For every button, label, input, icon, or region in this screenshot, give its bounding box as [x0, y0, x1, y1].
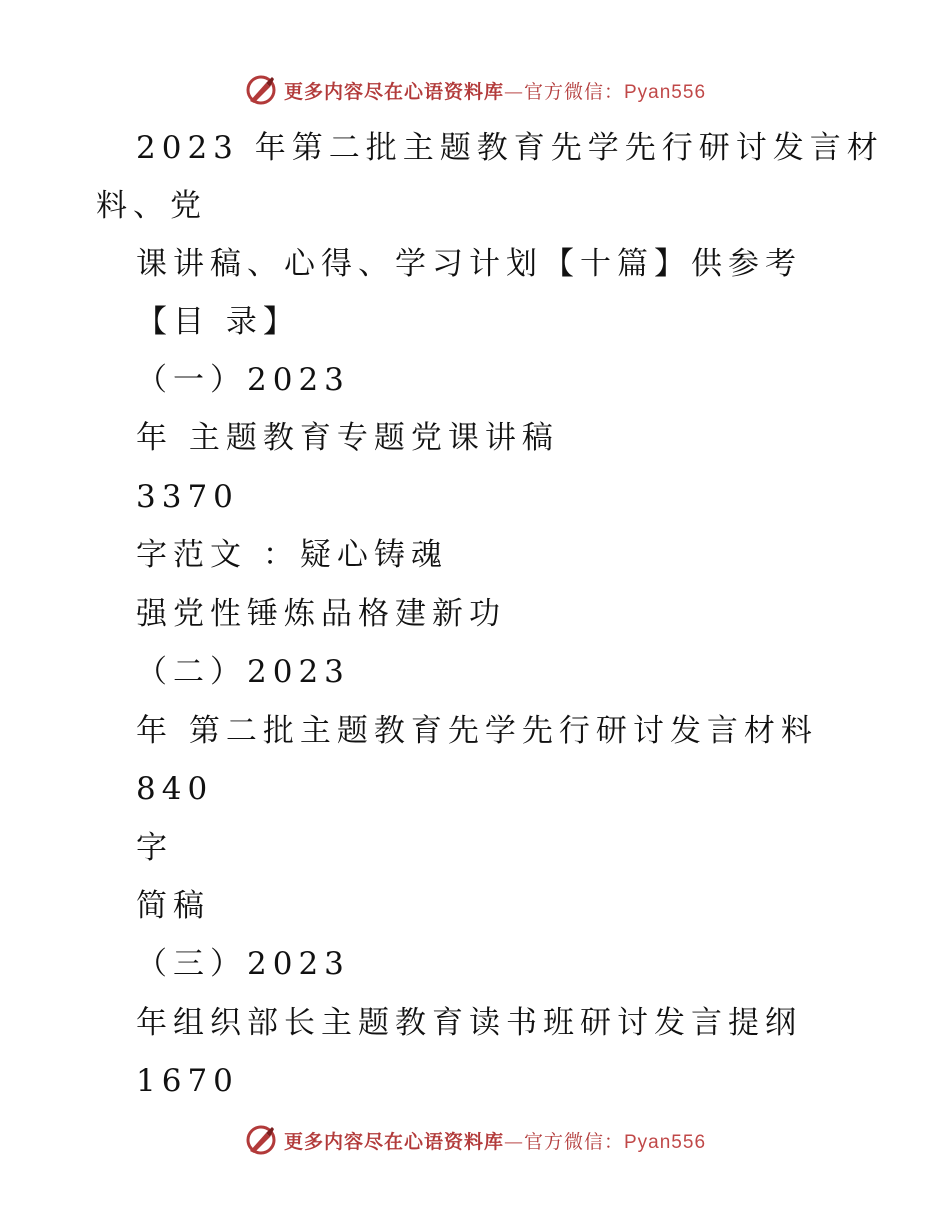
toc-entry-line: 字范文 ：疑心铸魂 [136, 537, 448, 573]
toc-entry-line: （三）2023 [136, 946, 350, 982]
header-banner [0, 70, 950, 110]
toc-entry-line: 简稿 [136, 888, 210, 924]
title-line-1: 2023 年第二批主题教育先学先行研讨发言材 [136, 130, 884, 166]
toc-entry-line: 年 主题教育专题党课讲稿 [136, 420, 559, 456]
toc-entry-line: 840 [136, 771, 214, 807]
banner-text: 更多内容尽在心语资料库—官方微信：Pyan556 [283, 80, 707, 103]
title-line-3: 课讲稿、心得、学习计划【十篇】供参考 [136, 246, 802, 282]
toc-entry-line: 1670 [136, 1063, 239, 1099]
title-line-2: 料、党 [96, 188, 207, 224]
toc-entry-line: 年 第二批主题教育先学先行研讨发言材料 [136, 713, 818, 749]
toc-entry-line: 强党性锤炼品格建新功 [136, 596, 506, 632]
toc-entry-line: 字 [136, 830, 173, 866]
toc-entry-line: （二）2023 [136, 654, 350, 690]
toc-entry-line: 3370 [136, 479, 239, 515]
pen-logo-icon [244, 1123, 278, 1157]
footer-banner [0, 1120, 950, 1160]
toc-heading: 【目 录】 [136, 304, 300, 340]
pen-logo-icon [244, 73, 278, 107]
toc-entry-line: （一）2023 [136, 362, 350, 398]
toc-entry-line: 年组织部长主题教育读书班研讨发言提纲 [136, 1005, 802, 1041]
banner-text: 更多内容尽在心语资料库—官方微信：Pyan556 [283, 1130, 707, 1153]
